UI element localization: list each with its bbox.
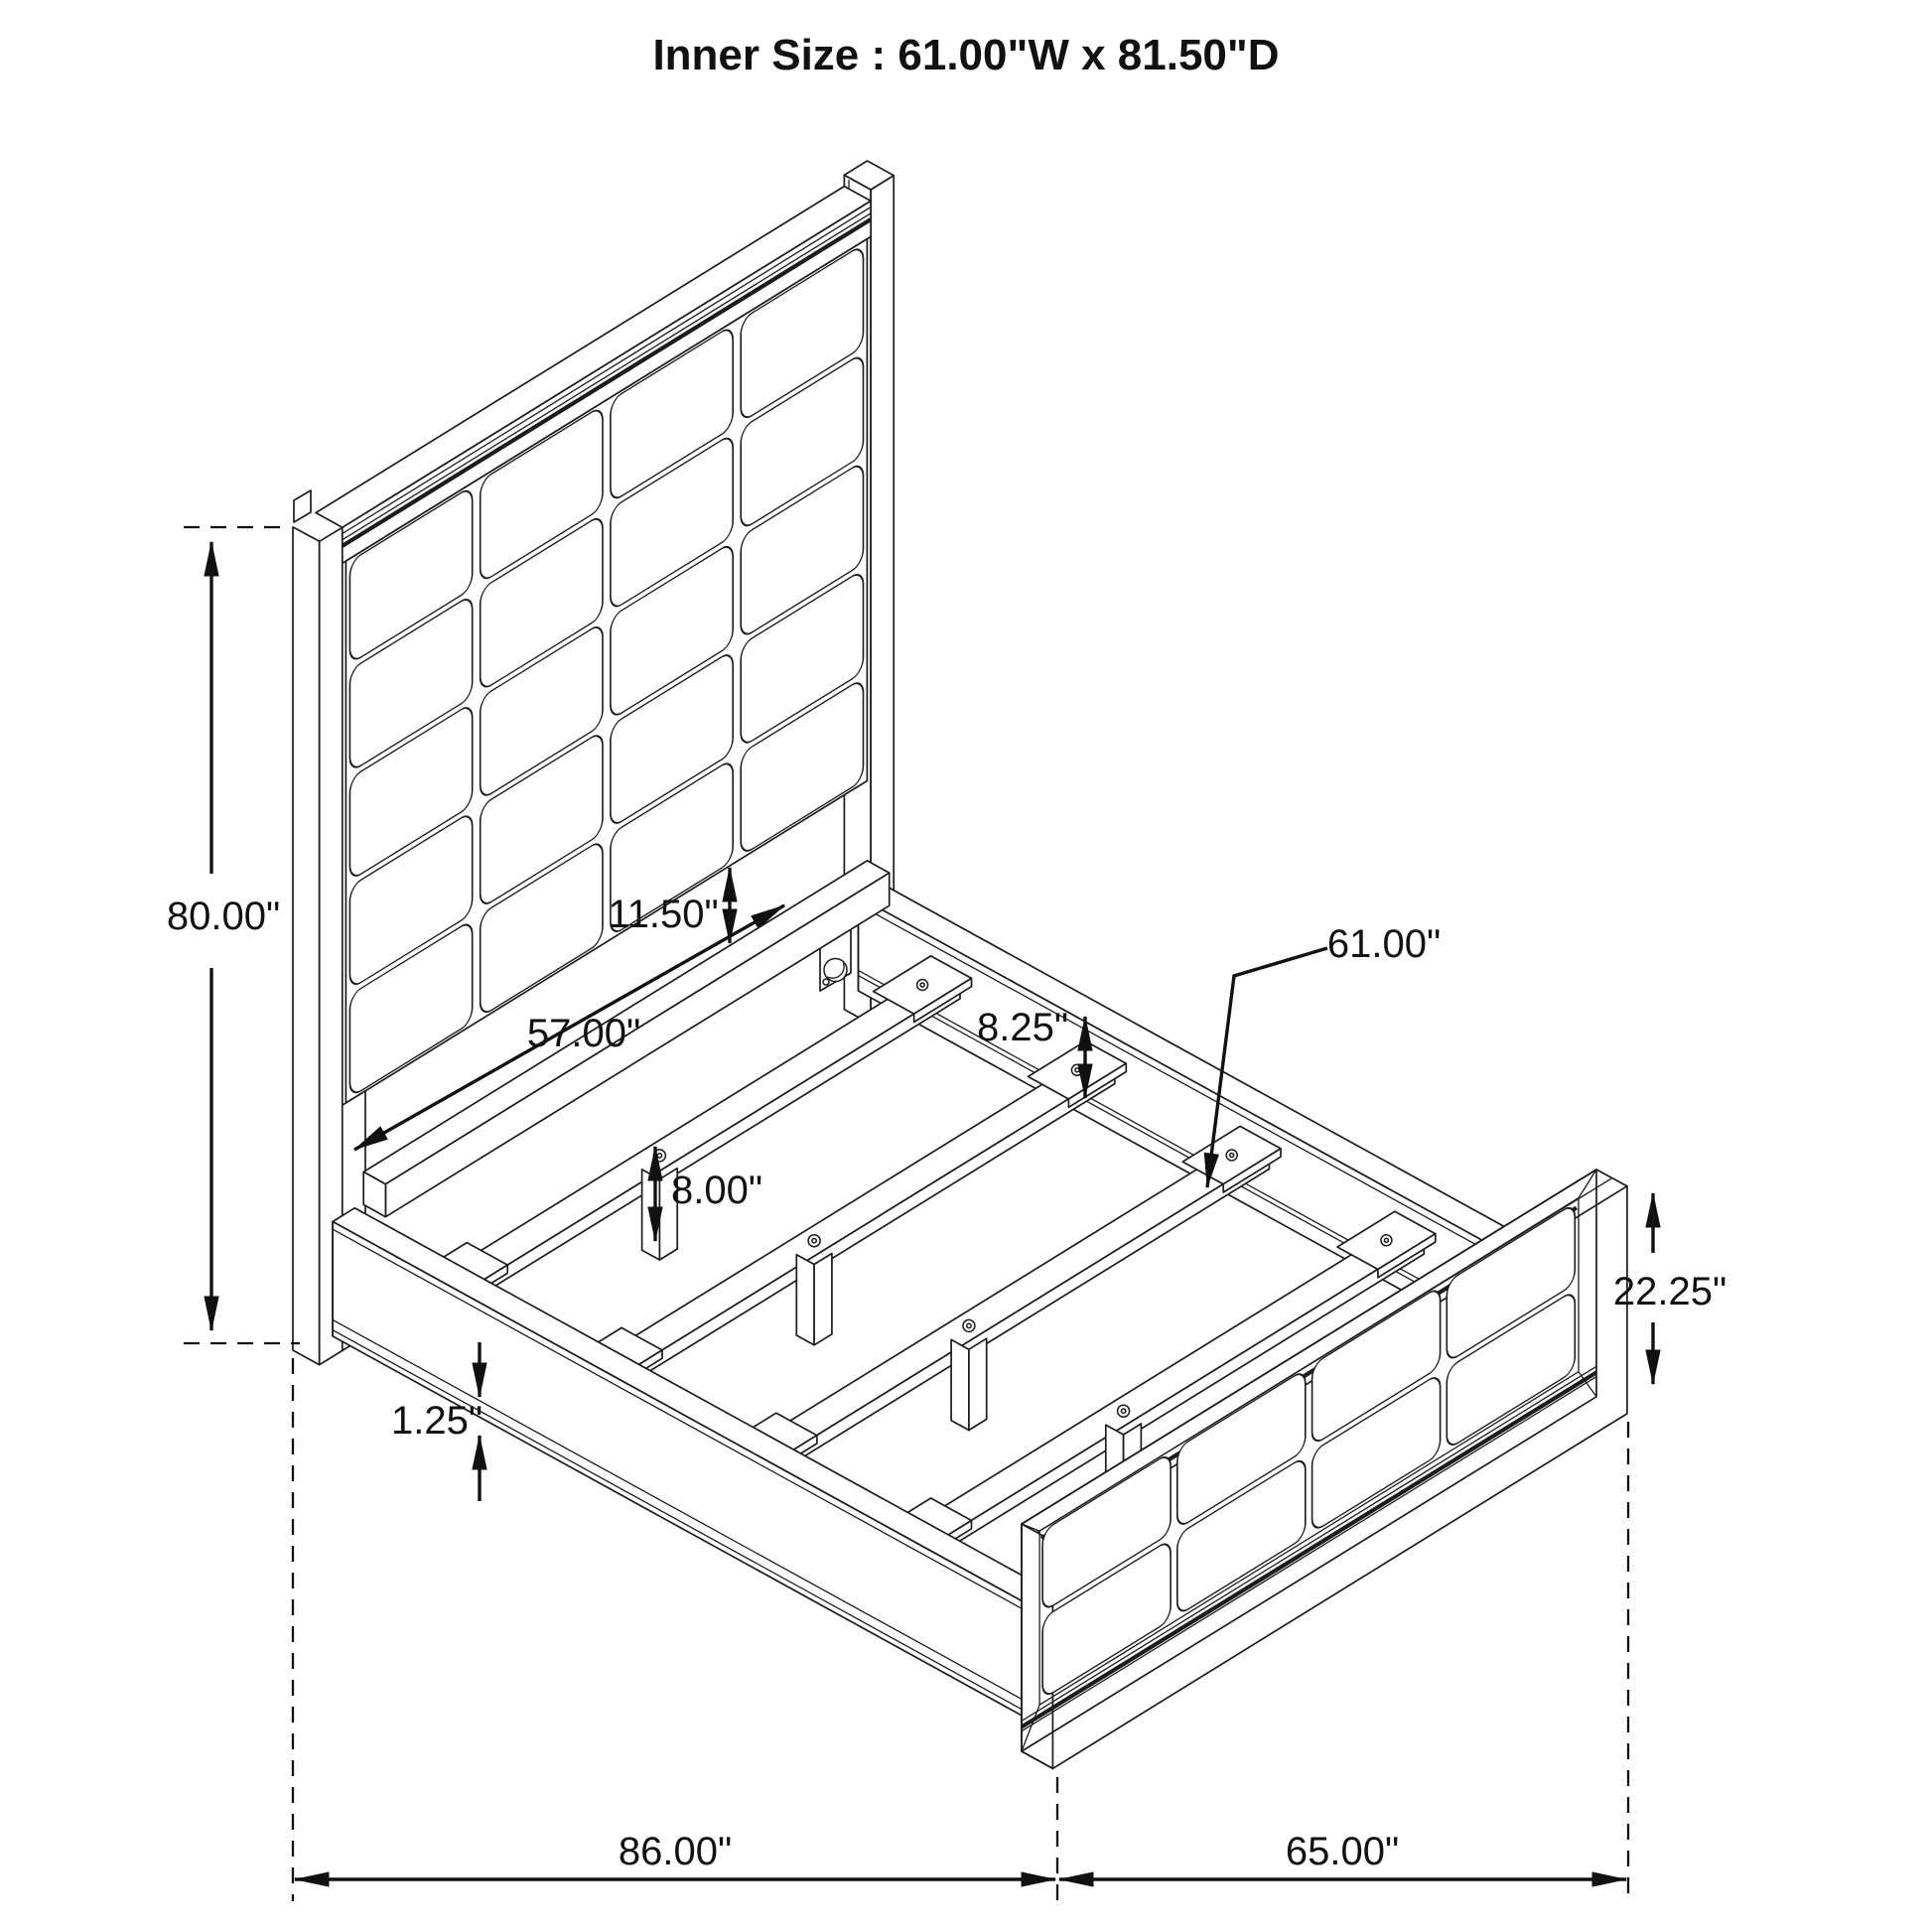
dim-footboard-height xyxy=(1613,1193,1726,1384)
dim-headboard-height xyxy=(167,542,280,1330)
dim-overall-width xyxy=(1059,1830,1626,1879)
page-title: Inner Size : 61.00"W x 81.50"D xyxy=(652,31,1280,79)
slat-leg xyxy=(951,1338,987,1430)
dim-panel-to-support-label: 11.50" xyxy=(608,893,719,936)
dim-rail-to-slat-label: 8.25" xyxy=(976,1006,1069,1049)
dim-rail-lip-label: 1.25" xyxy=(390,1399,483,1443)
dim-footboard-height-label: 22.25" xyxy=(1612,1270,1727,1313)
dim-overall-width-label: 65.00" xyxy=(1285,1830,1400,1873)
left-side-rail xyxy=(333,1208,1057,1724)
dim-headboard-height-label: 80.00" xyxy=(166,895,281,938)
dim-inner-head-width-label: 57.00" xyxy=(526,1012,641,1055)
dim-overall-length-label: 86.00" xyxy=(618,1830,733,1873)
dim-leg-height-label: 8.00" xyxy=(670,1169,763,1212)
dim-overall-length xyxy=(295,1830,1055,1879)
headboard-left-post xyxy=(293,527,320,1365)
dim-slat-length-label: 61.00" xyxy=(1326,922,1442,966)
slat-leg xyxy=(796,1254,832,1345)
